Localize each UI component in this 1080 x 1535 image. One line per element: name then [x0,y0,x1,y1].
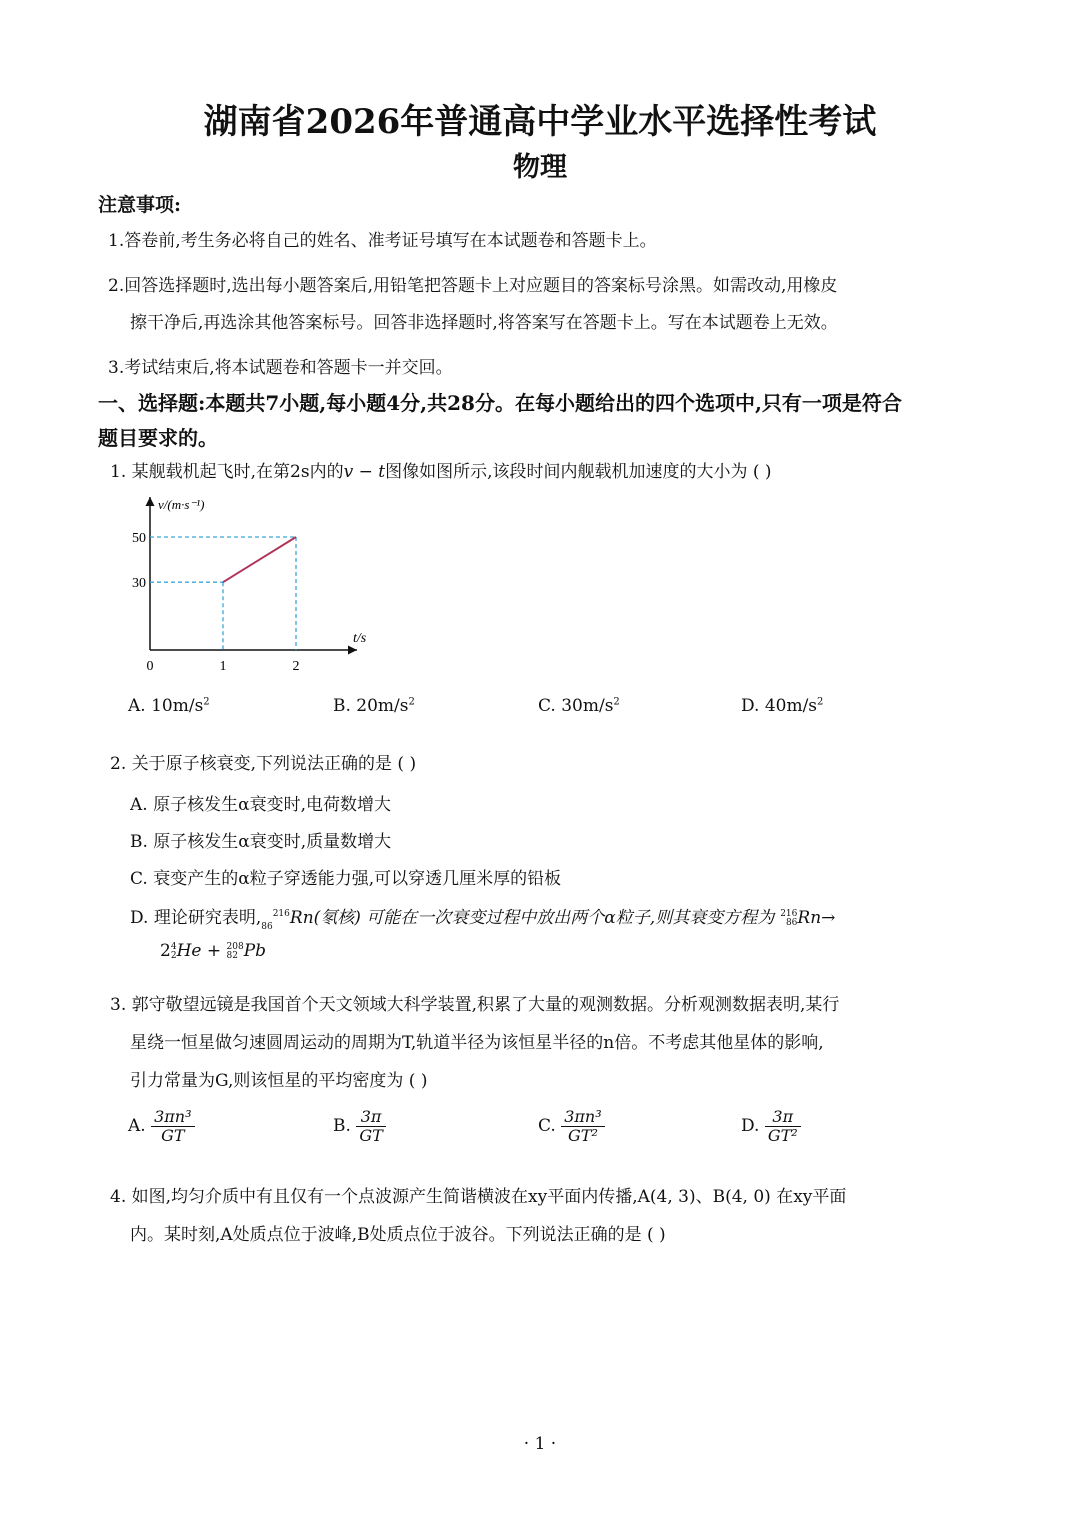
q3-option-c: C. $\frac{\text{3πn³}}{\text{GT²}}$ [538,1108,605,1144]
x-axis-label: t/s [353,631,367,646]
q2-stem: 2. 关于原子核衰变,下列说法正确的是 ( ) [110,754,417,774]
q2-option-d-line-2: 2 4 2 He + 208 82 Pb [160,941,267,961]
q1-option-a: A. $10m/s^2$ [128,696,210,716]
y-tick-label-30: 30 [132,576,146,592]
q1-option-d: D. $40m/s^2$ [741,696,824,716]
q3-option-a: A. $\frac{\text{3πn³}}{GT}$ [128,1108,195,1144]
q4-line-2: 内。某时刻,A处质点位于波峰,B处质点位于波谷。下列说法正确的是 ( ) [130,1225,666,1245]
section-heading-line-1: 一、选择题:本题共7小题,每小题4分,共28分。在每小题给出的四个选项中,只有一项是符合 [98,391,902,415]
q3-line-3: 引力常量为G,则该恒星的平均密度为 ( ) [130,1071,428,1091]
y-tick-label-50: 50 [132,531,146,546]
q1-option-c: C. $30m/s^2$ [538,696,620,716]
y-axis-label: v/(m·s⁻¹) [158,497,205,512]
q3-option-d: D. $\frac{3\pi}{\text{GT²}}$ [741,1108,801,1144]
exam-title: 湖南省2026年普通高中学业水平选择性考试 [203,102,877,142]
q1-stem: 1. 某舰载机起飞时,在第2s内的v − t图像如图所示,该段时间内舰载机加速度的大小为 ( ) [110,462,772,482]
x-tick-label-1: 1 [219,659,227,674]
x-tick-label-0: 0 [146,659,154,674]
notice-item-3: 3.考试结束后,将本试题卷和答题卡一并交回。 [108,358,453,378]
section-heading-line-2: 题目要求的。 [98,426,218,450]
q1-option-b: B. $20m/s^2$ [333,696,415,716]
q3-line-1: 3. 郭守敬望远镜是我国首个天文领域大科学装置,积累了大量的观测数据。分析观测数据表明,某行 [110,995,840,1015]
q2-option-d-line-1: D. 理论研究表明$,_{86}^{216}Rn$(氡核) 可能在一次衰变过程中放出两个α粒子,则其衰变方程为 216 86 Rn→ [130,908,836,932]
q2-option-c: C. 衰变产生的α粒子穿透能力强,可以穿透几厘米厚的铅板 [130,869,562,889]
subject-title: 物理 [513,152,567,183]
vt-chart [125,485,385,680]
q4-line-1: 4. 如图,均匀介质中有且仅有一个点波源产生简谐横波在xy平面内传播,A(4, 3)、B(4, 0) 在xy平面 [110,1187,847,1207]
q3-option-b: B. $\frac{3\pi}{GT}$ [333,1108,386,1144]
q2-option-a: A. 原子核发生α衰变时,电荷数增大 [130,795,391,815]
x-tick-label-2: 2 [292,659,300,674]
notice-item-2-line-1: 2.回答选择题时,选出每小题答案后,用铅笔把答题卡上对应题目的答案标号涂黑。如需改动,用橡皮 [108,276,838,296]
series-line [223,537,296,582]
q3-line-2: 星绕一恒星做匀速圆周运动的周期为T,轨道半径为该恒星半径的n倍。不考虑其他星体的影响, [130,1033,824,1053]
notice-item-2-line-2: 擦干净后,再选涂其他答案标号。回答非选择题时,将答案写在答题卡上。写在本试题卷上无效。 [130,313,838,333]
notice-item-1: 1.答卷前,考生务必将自己的姓名、准考证号填写在本试题卷和答题卡上。 [108,231,657,251]
page-number: · 1 · [523,1434,557,1454]
notice-heading: 注意事项: [98,194,182,216]
q2-option-b: B. 原子核发生α衰变时,质量数增大 [130,832,392,852]
